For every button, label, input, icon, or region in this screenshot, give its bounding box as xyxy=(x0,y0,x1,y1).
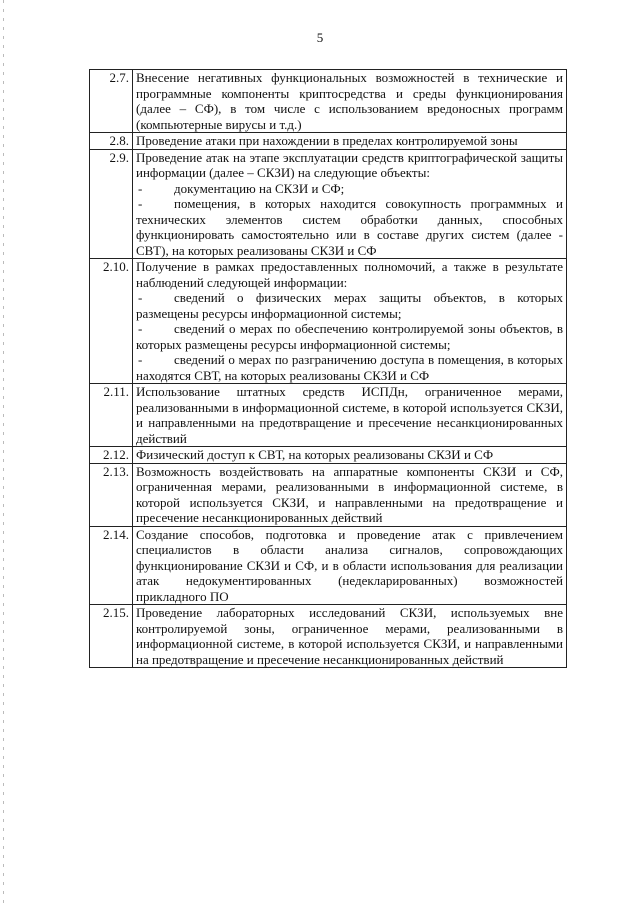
row-number: 2.14. xyxy=(90,526,133,605)
table-row xyxy=(90,384,567,447)
table-row xyxy=(90,526,567,605)
table-row xyxy=(90,133,567,150)
bullet-dash: - xyxy=(138,196,143,211)
row-text-cell xyxy=(133,463,567,526)
row-text: Создание способов, подготовка и проведение атак с привлечением специалистов в области анализа сигналов, сопровождающих функционирование СКЗИ и СФ, и в области использования для реализации атак недокументированных (недекларированных) возможностей прикладного ПО xyxy=(136,526,563,604)
row-text-cell xyxy=(133,259,567,384)
table-row xyxy=(90,149,567,259)
bullet-text: помещения, в которых находится совокупность программных и технических элементов систем обработки данных, способных функционировать самостоятельно или в составе других систем (далее - СВТ), на которых реализованы СКЗИ и СФ xyxy=(136,196,563,258)
row-text-cell xyxy=(133,70,567,133)
row-text-cell xyxy=(133,149,567,259)
row-text-cell xyxy=(133,384,567,447)
row-text: Возможность воздействовать на аппаратные компоненты СКЗИ и СФ, ограниченная мерами, реализованными в информационной системе, в которой используется СКЗИ, и направленными на предотвращение и пресечение несанкционированных действий xyxy=(136,463,563,525)
requirements-table xyxy=(89,69,567,668)
table-row xyxy=(90,605,567,668)
bullet-item xyxy=(136,352,563,383)
row-number: 2.13. xyxy=(90,463,133,526)
row-number: 2.15. xyxy=(90,605,133,668)
bullet-text: сведений о физических мерах защиты объектов, в которых размещены ресурсы информационной системы; xyxy=(136,290,563,321)
row-text: Проведение атаки при нахождении в пределах контролируемой зоны xyxy=(136,133,518,148)
row-text-cell xyxy=(133,133,567,150)
row-text: Использование штатных средств ИСПДн, ограниченное мерами, реализованными в информационной системе, в которой используется СКЗИ, и направленными на предотвращение и пресечение несанкционированных действий xyxy=(136,384,563,446)
row-number: 2.11. xyxy=(90,384,133,447)
bullet-text: сведений о мерах по обеспечению контролируемой зоны объектов, в которых размещены ресурсы информационной системы; xyxy=(136,321,563,352)
bullet-dash: - xyxy=(138,352,143,367)
row-text-cell xyxy=(133,605,567,668)
bullet-item xyxy=(136,196,563,258)
bullet-dash: - xyxy=(138,321,143,336)
row-number: 2.9. xyxy=(90,149,133,259)
bullet-item xyxy=(136,290,563,321)
row-text: Внесение негативных функциональных возможностей в технические и программные компоненты криптосредства и среды функционирования (далее – СФ), в том числе с использованием вредоносных программ (компьютерные вирусы и т.д.) xyxy=(136,70,563,132)
table-row xyxy=(90,447,567,464)
row-text-cell xyxy=(133,447,567,464)
table-row xyxy=(90,259,567,384)
scan-edge-line xyxy=(3,0,4,905)
row-number: 2.8. xyxy=(90,133,133,150)
row-text: Проведение лабораторных исследований СКЗИ, используемых вне контролируемой зоны, ограниченное мерами, реализованными в информационной системе, в которой используется СКЗИ, и направленными на предотвращение и пресечение несанкционированных действий xyxy=(136,605,563,667)
bullet-dash: - xyxy=(138,180,143,196)
row-text: Получение в рамках предоставленных полномочий, а также в результате наблюдений следующей информации: xyxy=(136,259,563,290)
row-text: Физический доступ к СВТ, на которых реализованы СКЗИ и СФ xyxy=(136,447,494,462)
row-number: 2.7. xyxy=(90,70,133,133)
table-row xyxy=(90,463,567,526)
table-row xyxy=(90,70,567,133)
bullet-dash: - xyxy=(138,290,143,305)
page-number: 5 xyxy=(316,30,324,45)
bullet-text: сведений о мерах по разграничению доступа в помещения, в которых находятся СВТ, на которых реализованы СКЗИ и СФ xyxy=(136,352,563,383)
row-number: 2.10. xyxy=(90,259,133,384)
row-text-cell xyxy=(133,526,567,605)
bullet-text: документацию на СКЗИ и СФ; xyxy=(174,180,345,196)
row-text: Проведение атак на этапе эксплуатации средств криптографической защиты информации (далее – СКЗИ) на следующие объекты: xyxy=(136,149,563,180)
bullet-item xyxy=(136,321,563,352)
bullet-item xyxy=(136,181,563,197)
row-number: 2.12. xyxy=(90,447,133,464)
